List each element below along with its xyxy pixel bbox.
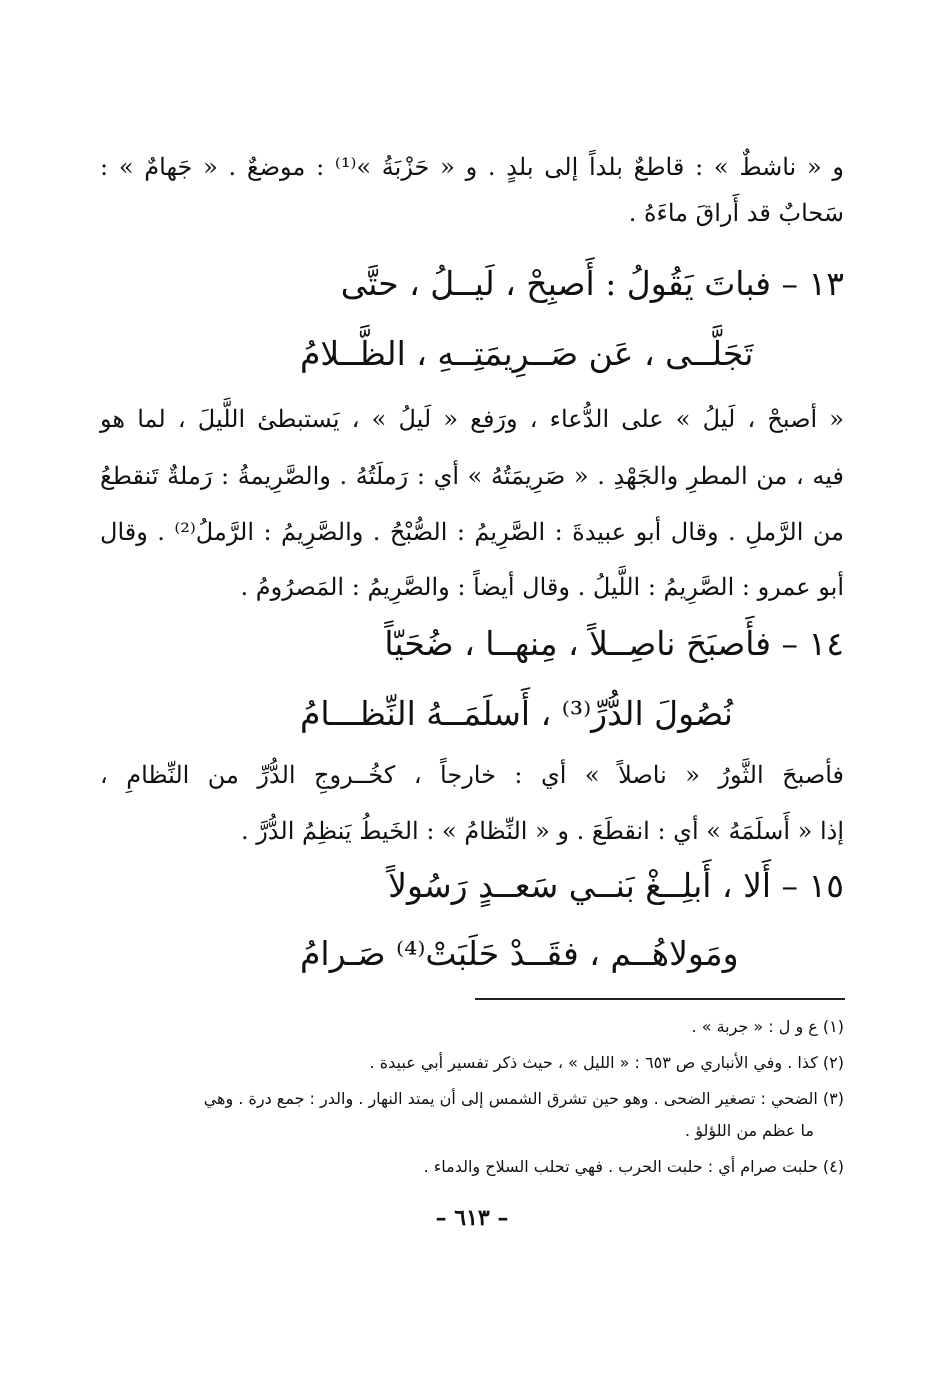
- commentary-13-line-1: « أصبحْ ، لَيلُ » على الدُّعاء ، ورَفع « لَيلُ » ، يَستبطئ اللَّيلَ ، لما هو: [100, 405, 844, 433]
- footnote-3-continuation: ما عظم من اللؤلؤ .: [685, 1121, 814, 1140]
- commentary-13-line-3: من الرَّملِ . وقال أبو عبيدةَ : الصَّرِيمُ : الصُّبْحُ . والصَّرِيمُ : الرَّملُ⁽²⁾ . وقال: [100, 518, 844, 546]
- footnote-separator: [475, 998, 845, 1000]
- verse-14-second-hemistich: نُصُولَ الدُّرِّ⁽³⁾ ، أَسلَمَــهُ النِّظـــامُ: [300, 694, 733, 733]
- footnote-2: (٢) كذا . وفي الأنباري ص ٦٥٣ : « الليل » ، حيث ذكر تفسير أبي عبيدة .: [369, 1053, 844, 1072]
- commentary-13-line-4: أبو عمرو : الصَّرِيمُ : اللَّيلُ . وقال أيضاً : والصَّرِيمُ : المَصرُومُ .: [240, 573, 844, 601]
- verse-14-first-hemistich: ١٤ – فأَصبَحَ ناصِــلاً ، مِنهــا ، ضُحَيّاً: [384, 624, 844, 663]
- footnote-1: (١) ع و ل : « جربة » .: [691, 1017, 844, 1036]
- verse-15-second-hemistich: ومَولاهُــم ، فقَــدْ حَلَبَتْ⁽⁴⁾ صَـرامُ: [300, 934, 739, 973]
- commentary-14-line-2: إذا « أَسلَمَهُ » أي : انقطَعَ . و « النِّظامُ » : الخَيطُ يَنظِمُ الدُّرَّ .: [240, 817, 844, 845]
- verse-13-second-hemistich: تَجَلَّــى ، عَن صَــرِيمَتِــهِ ، الظَّــلامُ: [300, 334, 754, 373]
- commentary-14-line-1: فأصبحَ الثَّورُ « ناصلاً » أي : خارجاً ، كخُــروجِ الدُّرِّ من النِّظامِ ،: [100, 761, 844, 789]
- commentary-13-line-2: فيه ، من المطرِ والجَهْدِ . « صَرِيمَتُهُ » أي : رَملَتُهُ . والصَّرِيمةُ : رَملةٌ تَنقطعُ: [100, 462, 844, 490]
- text-line-2: سَحابٌ قد أَراقَ ماءَهُ .: [628, 199, 844, 227]
- page-number: – ٦١٣ –: [435, 1205, 509, 1231]
- verse-15-first-hemistich: ١٥ – أَلا ، أَبلِــغْ بَنــي سَعــدٍ رَسُولاً: [388, 866, 844, 905]
- text-line-1: و « ناشطٌ » : قاطعٌ بلداً إلى بلدٍ . و « حَزْبَةُ »⁽¹⁾ : موضعٌ . « جَهامٌ » :: [100, 153, 844, 181]
- footnote-4: (٤) حلبت صرام أي : حلبت الحرب . فهي تحلب السلاح والدماء .: [423, 1157, 844, 1176]
- footnote-3: (٣) الضحي : تصغير الضحى . وهو حين تشرق الشمس إلى أن يمتد النهار . والدر : جمع درة . وهي: [203, 1089, 844, 1108]
- verse-13-first-hemistich: ١٣ – فباتَ يَقُولُ : أَصبِحْ ، لَيــلُ ، حتَّى: [340, 264, 844, 303]
